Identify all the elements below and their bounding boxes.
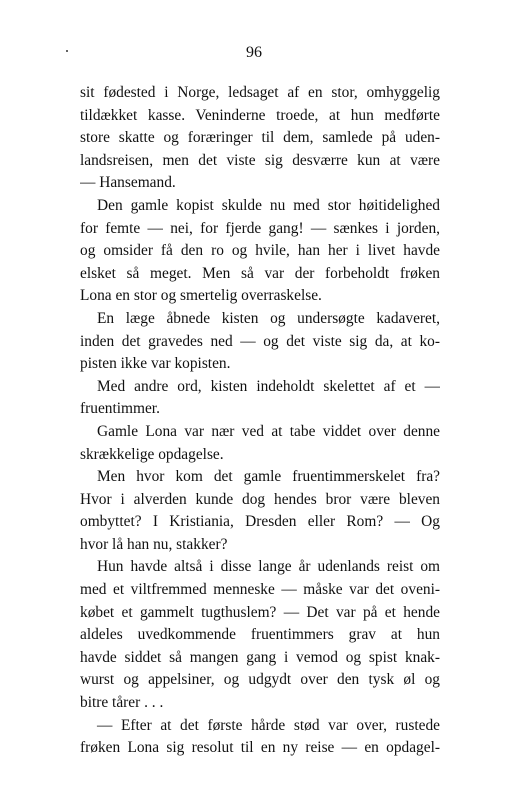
text-line: Gamle Lona var nær ved at tabe viddet over denne [97,422,440,440]
text-line: inden det gravedes ned — og det viste sig da, at ko- [80,332,440,350]
text-line: pisten ikke var kopisten. [80,355,231,373]
text-line: wurst og appelsiner, og udgydt over den tysk øl og [80,671,440,689]
text-line: Den gamle kopist skulde nu med stor høitidelighed [97,196,440,214]
text-line: fruentimmer. [80,400,160,418]
text-line: sit fødested i Norge, ledsaget af en stor, omhyggelig [80,84,440,101]
text-line: En læge åbnede kisten og undersøgte kadaveret, [97,309,440,327]
text-line: tildækket kasse. Veninderne troede, at hun medførte [80,106,440,124]
text-line: frøken Lona sig resolut til en ny reise — en opdagel- [80,739,440,757]
text-line: købet et gammelt tugthuslem? — Det var på et hende [80,603,440,621]
text-line: og omsider få den ro og hvile, han her i livet havde [80,242,440,260]
text-line: — Hansemand. [80,174,176,192]
text-line: havde siddet så mangen gang i vemod og spist knak- [80,648,440,666]
text-line: aldeles uvedkommende fruentimmers grav at hun [80,626,440,644]
page-body-text [80,82,440,760]
text-line: store skatte og foræringer til dem, samlede på uden- [80,129,440,147]
text-line: — Efter at det første hårde stød var over, rustede [97,716,440,734]
text-line: med et viltfremmed menneske — måske var det oveni- [80,581,440,599]
text-line: Hun havde altså i disse lange år udenlands reist om [97,558,440,576]
text-line: bitre tårer . . . [80,694,164,712]
text-line: landsreisen, men det viste sig desværre kun at være [80,151,440,169]
text-line: Med andre ord, kisten indeholdt skelettet af et — [97,377,440,395]
text-line: for femte — nei, for fjerde gang! — sænkes i jorden, [80,219,440,237]
text-line: skrækkelige opdagelse. [80,445,224,463]
text-line: Men hvor kom det gamle fruentimmerskelet fra? [97,468,440,486]
text-line: elsket så meget. Men så var der forbeholdt frøken [80,264,440,282]
text-line: hvor lå han nu, stakker? [80,535,228,553]
page-number: 96 [246,44,262,61]
text-line: ombyttet? I Kristiania, Dresden eller Rom? — Og [80,513,440,531]
text-line: Hvor i alverden kunde dog hendes bror være bleven [80,490,440,508]
text-line: Lona en stor og smertelig overraskelse. [80,287,322,305]
